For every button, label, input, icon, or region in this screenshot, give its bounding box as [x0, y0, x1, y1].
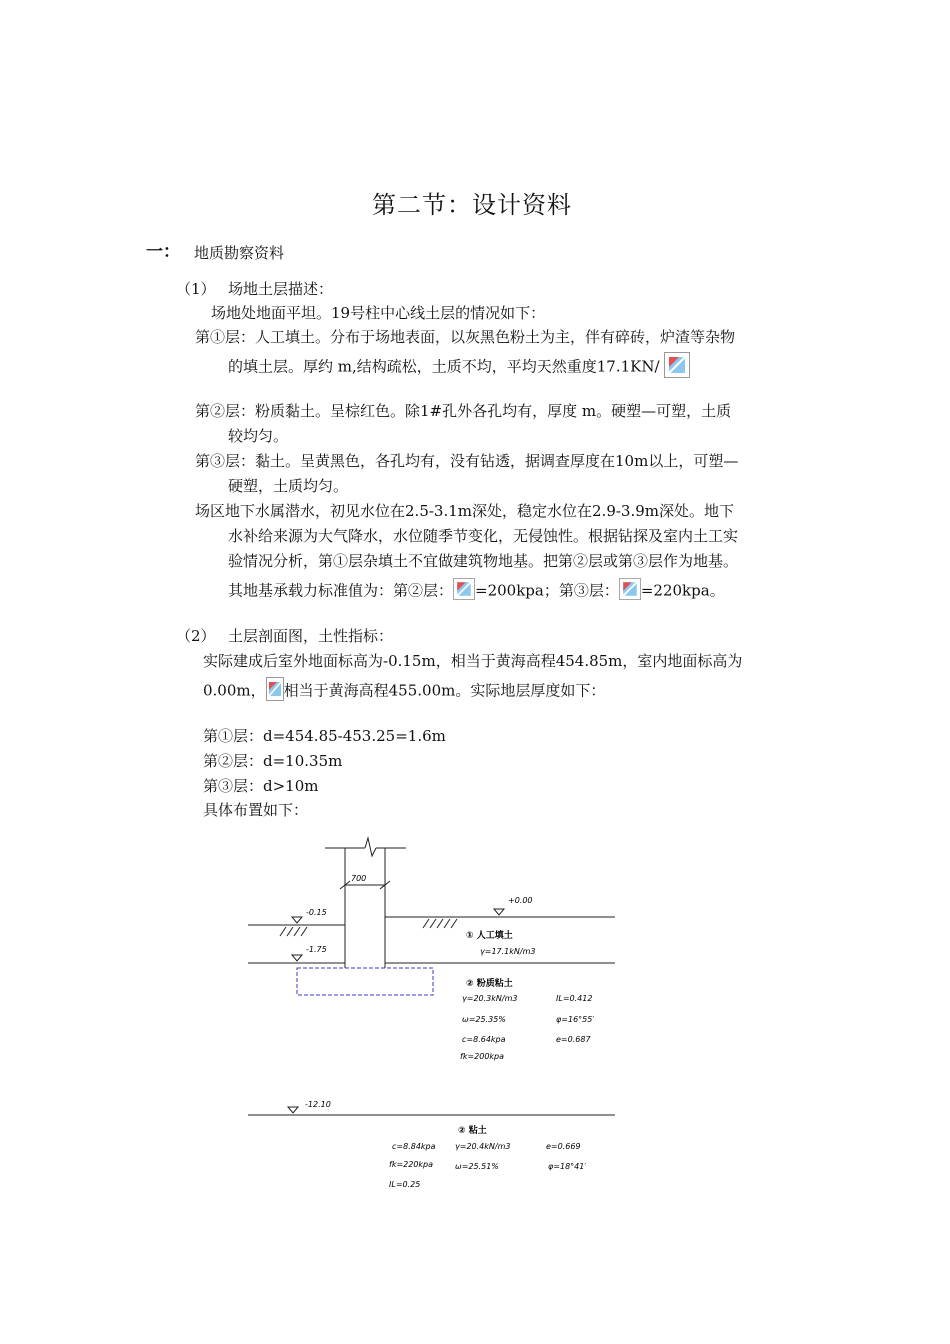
groundwater-line3: 验情况分析，第①层杂填土不宜做建筑物地基。把第②层或第③层作为地基。	[228, 552, 739, 570]
soil1-name: ① 人工填土	[466, 931, 513, 941]
soil2-name: ② 粉质粘土	[466, 979, 513, 989]
layer3-line2: 硬塑，土质均匀。	[228, 477, 349, 495]
layer1-line2-text: 的填土层。厚约 m,结构疏松，土质不均，平均天然重度17.1KN/	[228, 357, 660, 376]
soil3-c: c=8.84kpa	[392, 1142, 436, 1151]
footing-outline	[297, 968, 433, 995]
soil3-e: e=0.669	[546, 1142, 581, 1151]
soil2-c: c=8.64kpa	[462, 1035, 506, 1044]
thickness-layer3: 第③层：d>10m	[203, 777, 319, 795]
level-indoor: +0.00	[508, 896, 533, 905]
soil2-gamma: γ=20.3kN/m3	[462, 994, 518, 1003]
layer3-line1: 第③层：黏土。呈黄黑色，各孔均有，没有钻透，据调查厚度在10m以上，可塑—	[195, 452, 739, 470]
soil1-gamma: γ=17.1kN/m3	[480, 947, 536, 956]
soil3-phi: φ=18°41′	[548, 1162, 587, 1171]
thickness-layer1: 第①层：d=454.85-453.25=1.6m	[203, 727, 446, 745]
soil2-il: IL=0.412	[556, 994, 593, 1003]
elevation-line1: 实际建成后室外地面标高为-0.15m，相当于黄海高程454.85m，室内地面标高为	[203, 652, 743, 670]
soil3-fk: fk=220kpa	[389, 1160, 434, 1169]
intro-paragraph: 场地处地面平坦。19号柱中心线土层的情况如下：	[211, 304, 546, 322]
groundwater-line1: 场区地下水属潜水，初见水位在2.5-3.1m深处，稳定水位在2.9-3.9m深处。地下	[195, 502, 735, 520]
level-175: -1.75	[306, 945, 327, 954]
layer1-line1: 第①层：人工填土。分布于场地表面，以灰黑色粉土为主，伴有碎砖，炉渣等杂物	[195, 328, 736, 346]
sub1-number: （1）	[176, 280, 216, 298]
elevation-text-a: 0.00m，	[203, 681, 266, 700]
soil3-name: ② 粘土	[458, 1126, 487, 1136]
sub2-text: 土层剖面图，土性指标：	[228, 627, 394, 645]
sub2-number: （2）	[176, 627, 216, 645]
soil2-fk: fk=200kpa	[460, 1052, 505, 1061]
soil2-w: ω=25.35%	[462, 1015, 506, 1024]
soil2-e: e=0.687	[556, 1035, 591, 1044]
layer2-line2: 较均匀。	[228, 427, 289, 445]
level-1210: -12.10	[305, 1100, 331, 1109]
soil3-il: IL=0.25	[389, 1180, 421, 1189]
bearing-text-a: 其地基承载力标准值为：第②层：	[228, 581, 454, 600]
heading-number: 一：	[146, 242, 180, 262]
layer2-line1: 第②层：粉质黏土。呈棕红色。除1#孔外各孔均有，厚度 m。硬塑—可塑，土质	[195, 402, 732, 420]
sub1-text: 场地土层描述：	[228, 280, 334, 298]
groundwater-line2: 水补给来源为大气降水，水位随季节变化，无侵蚀性。根据钻探及室内土工实	[228, 527, 739, 545]
section-title: 第二节：设计资料	[372, 191, 572, 219]
column-width-label: 700	[351, 874, 367, 883]
soil2-phi: φ=16°55′	[556, 1015, 595, 1024]
level-outdoor: -0.15	[306, 908, 327, 917]
bearing-text-c: =220kpa。	[640, 581, 725, 600]
bearing-text-b: =200kpa；第③层：	[475, 581, 619, 600]
soil3-w: ω=25.51%	[455, 1162, 499, 1171]
soil3-gamma: γ=20.4kN/m3	[455, 1142, 511, 1151]
heading-text: 地质勘察资料	[194, 244, 285, 262]
elevation-text-b: 相当于黄海高程455.00m。实际地层厚度如下：	[283, 681, 606, 700]
thickness-layer2: 第②层：d=10.35m	[203, 752, 343, 770]
layout-caption: 具体布置如下：	[203, 801, 309, 819]
